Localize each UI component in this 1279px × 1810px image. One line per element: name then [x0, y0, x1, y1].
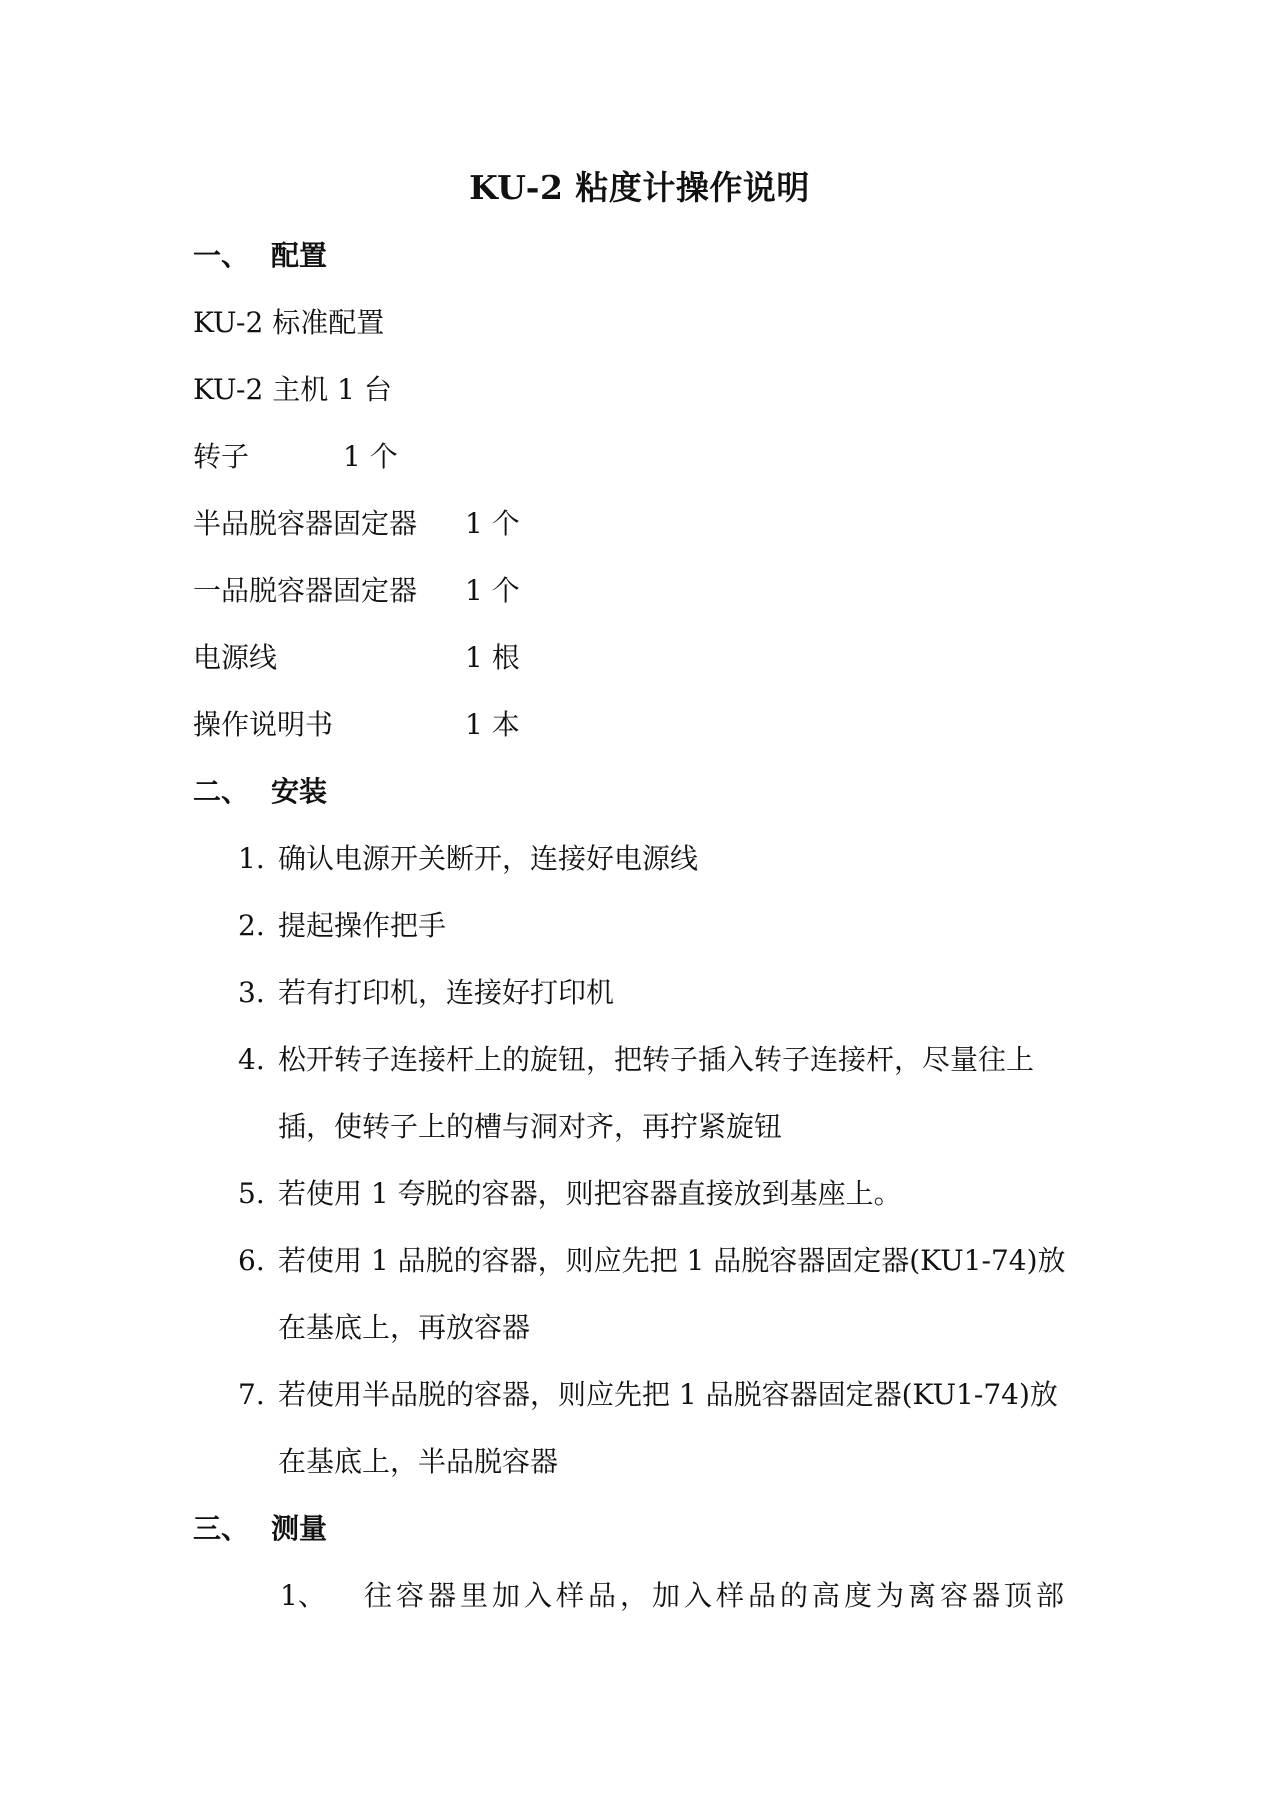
config-item-qty: 1 本	[465, 708, 520, 741]
config-item	[193, 504, 520, 544]
config-item	[193, 571, 520, 611]
config-item-name: KU-2 主机 1 台	[193, 373, 392, 406]
config-item	[193, 638, 520, 678]
step-number: 2.	[238, 909, 265, 942]
config-item-qty: 1 个	[465, 507, 520, 540]
step-number: 6.	[238, 1244, 265, 1277]
config-item-name: 转子	[193, 440, 250, 473]
section-number: 一、	[193, 239, 250, 272]
section-heading-measure	[193, 1509, 327, 1549]
step-text: 往容器里加入样品，加入样品的高度为离容器顶部	[364, 1579, 1069, 1612]
config-item-name: 半品脱容器固定器	[193, 507, 418, 540]
step-text: 在基底上，再放容器	[278, 1311, 531, 1344]
config-subtitle: KU-2 标准配置	[193, 306, 385, 339]
step-number: 4.	[238, 1043, 265, 1076]
config-item-qty: 1 个	[343, 440, 398, 473]
config-item	[193, 705, 520, 745]
section-number: 三、	[193, 1512, 250, 1545]
section-title: 测量	[271, 1512, 328, 1545]
config-item	[193, 370, 392, 410]
section-heading-install	[193, 772, 327, 812]
step-text: 若使用 1 夸脱的容器，则把容器直接放到基座上。	[278, 1177, 902, 1210]
section-number: 二、	[193, 775, 250, 808]
step-text: 在基底上，半品脱容器	[278, 1445, 559, 1478]
config-item-qty: 1 根	[465, 641, 520, 674]
step-number: 5.	[238, 1177, 265, 1210]
step-text: 若有打印机，连接好打印机	[278, 976, 615, 1009]
section-heading-config	[193, 236, 327, 276]
config-item-name: 一品脱容器固定器	[193, 574, 418, 607]
step-number: 7.	[238, 1378, 265, 1411]
step-text: 松开转子连接杆上的旋钮，把转子插入转子连接杆，尽量往上	[278, 1043, 1035, 1076]
step-text: 提起操作把手	[278, 909, 447, 942]
step-number: 1.	[238, 842, 265, 875]
config-item-name: 电源线	[193, 641, 278, 674]
document-title: KU-2 粘度计操作说明	[469, 168, 810, 207]
config-item-name: 操作说明书	[193, 708, 334, 741]
step-number: 3.	[238, 976, 265, 1009]
step-text: 插，使转子上的槽与洞对齐，再拧紧旋钮	[278, 1110, 783, 1143]
step-number: 1、	[280, 1579, 326, 1612]
config-item	[193, 437, 398, 477]
section-title: 安装	[271, 775, 328, 808]
step-text: 若使用 1 品脱的容器，则应先把 1 品脱容器固定器(KU1-74)放	[278, 1244, 1066, 1277]
step-text: 若使用半品脱的容器，则应先把 1 品脱容器固定器(KU1-74)放	[278, 1378, 1058, 1411]
step-text: 确认电源开关断开，连接好电源线	[278, 842, 699, 875]
config-item-qty: 1 个	[465, 574, 520, 607]
section-title: 配置	[271, 239, 328, 272]
